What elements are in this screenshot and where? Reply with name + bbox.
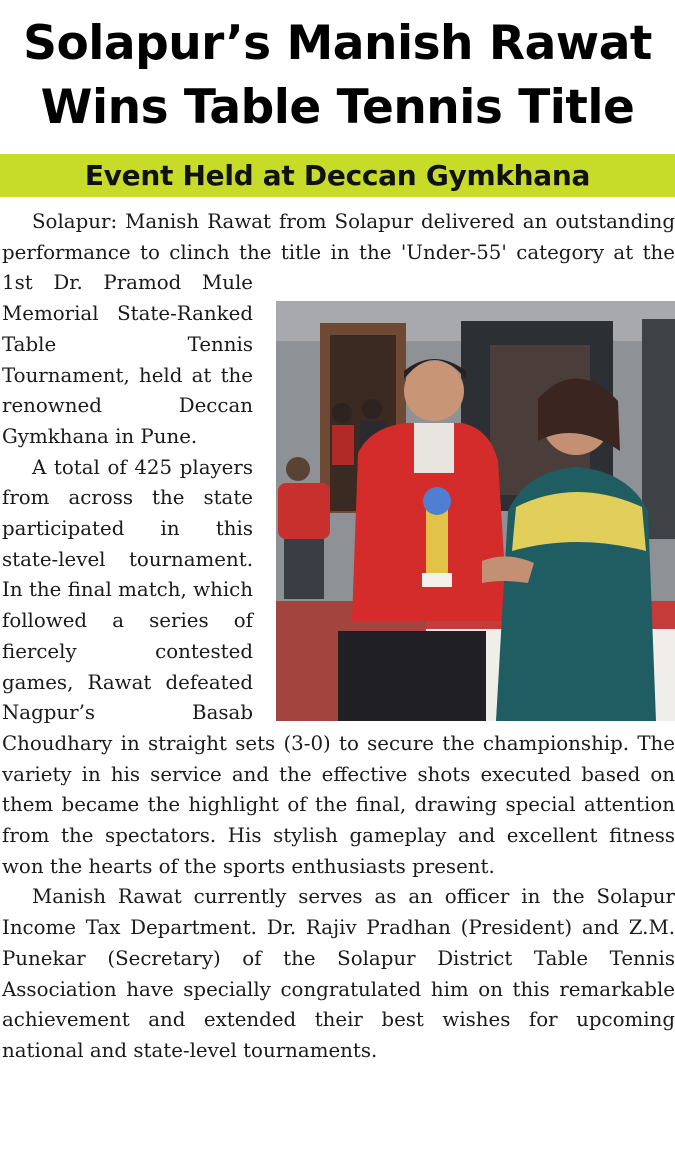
- trophy-presentation-photo-icon: [276, 301, 675, 721]
- article-paragraph-3: Manish Rawat currently serves as an officer in the Solapur Income Tax Department. Dr. Rajiv Pradhan (President) and Z.M. Punekar (Secretary) of the Solapur District Table Tennis Association have specially congratulated him on this remarkable achievement and extended their best wishes for upcoming national and state-level tournaments.: [2, 885, 675, 1062]
- article-paragraph-2: A total of 425 players from across the state participated in this state-level tournament. In the final match, which followed a series of fiercely contested games, Rawat defeated Nagpur’s Basab Choudhary in straight sets (3-0) to secure the championship. The variety in his service and the effective shots executed based on them became the highlight of the final, drawing special attention from the spectators. His stylish gameplay and excellent fitness won the hearts of the sports enthusiasts present.: [2, 455, 675, 878]
- news-photo: [276, 301, 675, 721]
- headline: [0, 0, 675, 140]
- subheadline-banner: [0, 154, 675, 197]
- headline-line-2: Wins Table Tennis Title: [40, 80, 635, 135]
- subheadline-text: Event Held at Deccan Gymkhana: [84, 159, 591, 192]
- headline-line-1: Solapur’s Manish Rawat: [23, 16, 652, 71]
- article-paragraph-1-start: Solapur: Manish Rawat from Solapur delivered an outstanding performance to clinch the title in the 'Under-55' category at the 1st Dr. Pramod Mule Memorial State-Ranked Table Tennis Tournament, held at the renowned Deccan Gymkhana in Pune.: [2, 210, 675, 448]
